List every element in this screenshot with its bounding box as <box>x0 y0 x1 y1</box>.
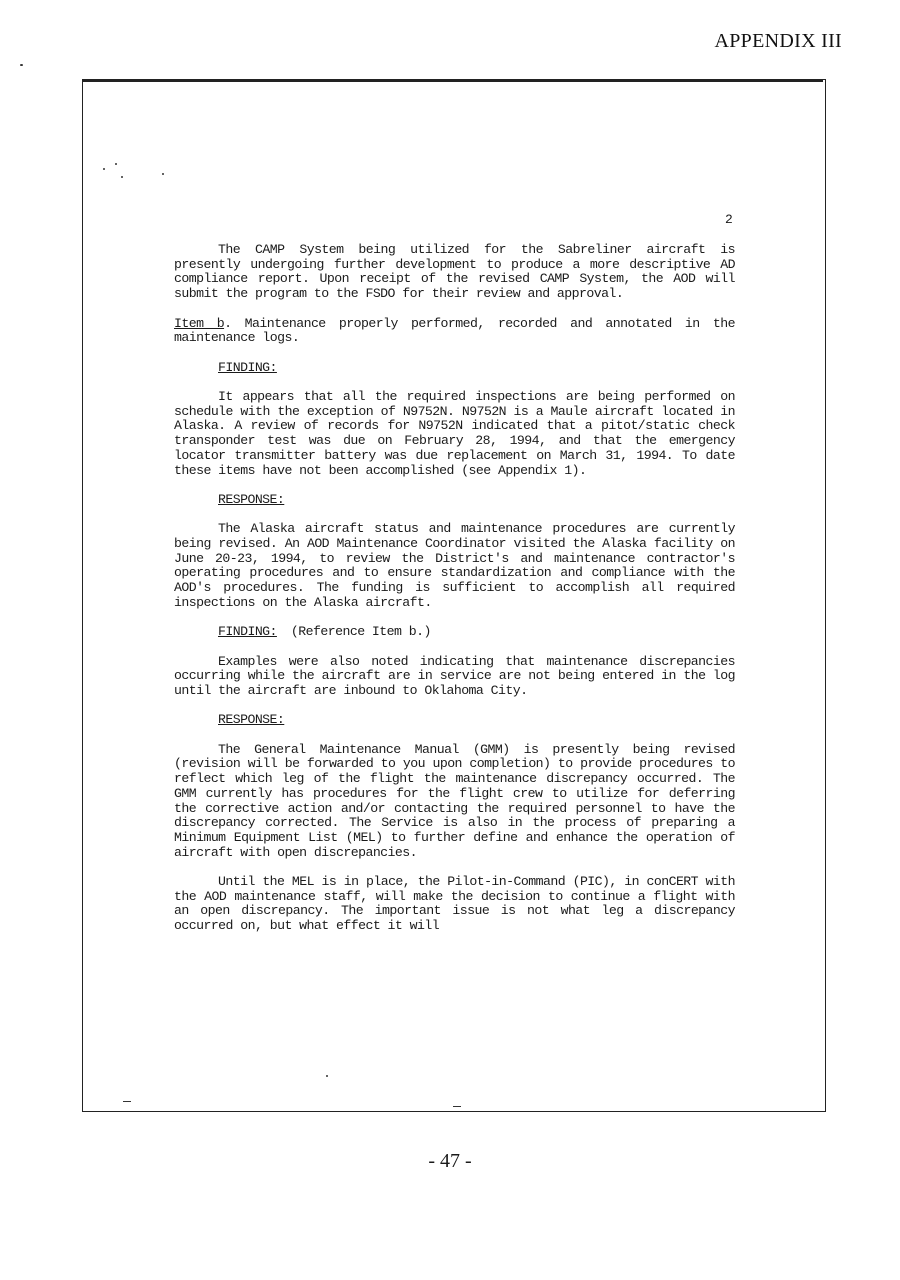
intro-paragraph: The CAMP System being utilized for the Sabreliner aircraft is presently undergoing further development to produce a more descriptive AD compliance report. Upon receipt of the revised CAMP System, the AOD will submit the program to the FSDO for their review and approval. <box>174 242 735 302</box>
appendix-label: APPENDIX III <box>714 30 842 52</box>
finding-2-reference: (Reference Item b.) <box>290 624 431 640</box>
scan-speck <box>20 64 23 66</box>
response-1-heading: RESPONSE: <box>218 491 285 507</box>
finding-1-paragraph: It appears that all the required inspections are being performed on schedule with the exception of N9752N. N9752N is a Maule aircraft located in Alaska. A review of records for N9752N indicated that a pitot/static check transponder test was due on February 28, 1994, and that the emergency locator transmitter battery was due replacement on March 31, 1994. To date these items have not been accomplished (see Appendix 1). <box>174 388 735 478</box>
response-2-heading: RESPONSE: <box>218 712 285 728</box>
item-b-paragraph <box>174 317 735 346</box>
frame-top-rule <box>82 79 823 82</box>
response-1-paragraph: The Alaska aircraft status and maintenance procedures are currently being revised. An AOD Maintenance Coordinator visited the Alaska facility on June 20-23, 1994, to review the District's and maintenance contractor's operating procedures and to ensure standardization and compliance with the AOD's procedures. The funding is sufficient to accomplish all required inspections on the Alaska aircraft. <box>174 521 735 610</box>
closing-paragraph: Until the MEL is in place, the Pilot-in-Command (PIC), in conCERT with the AOD maintenance staff, will make the decision to continue a flight with an open discrepancy. The important issue is not what leg a discrepancy occurred on, but what effect it will <box>174 874 735 934</box>
inner-page-number: 2 <box>725 212 733 227</box>
finding-1-heading: FINDING: <box>218 359 277 375</box>
item-b-label: Item b <box>174 315 225 331</box>
response-2-paragraph: The General Maintenance Manual (GMM) is presently being revised (revision will be forwarded to you upon completion) to provide procedures to reflect which leg of the flight the maintenance discrepancy occurred. The GMM currently has procedures for the flight crew to utilize for deferring the corrective action and/or contacting the required personnel to have the discrepancy corrected. The Service is also in the process of preparing a Minimum Equipment List (MEL) to further define and enhance the operation of aircraft with open discrepancies. <box>174 741 735 860</box>
document-body <box>174 243 735 949</box>
finding-2-heading: FINDING: <box>218 624 277 640</box>
finding-2-heading-row <box>218 625 735 640</box>
footer-page-number: - 47 - <box>428 1150 472 1172</box>
item-b-text: . Maintenance properly performed, recorded and annotated in the maintenance logs. <box>174 315 735 346</box>
finding-2-paragraph: Examples were also noted indicating that maintenance discrepancies occurring while the aircraft are in service are not being entered in the log until the aircraft are inbound to Oklahoma City. <box>174 653 735 698</box>
